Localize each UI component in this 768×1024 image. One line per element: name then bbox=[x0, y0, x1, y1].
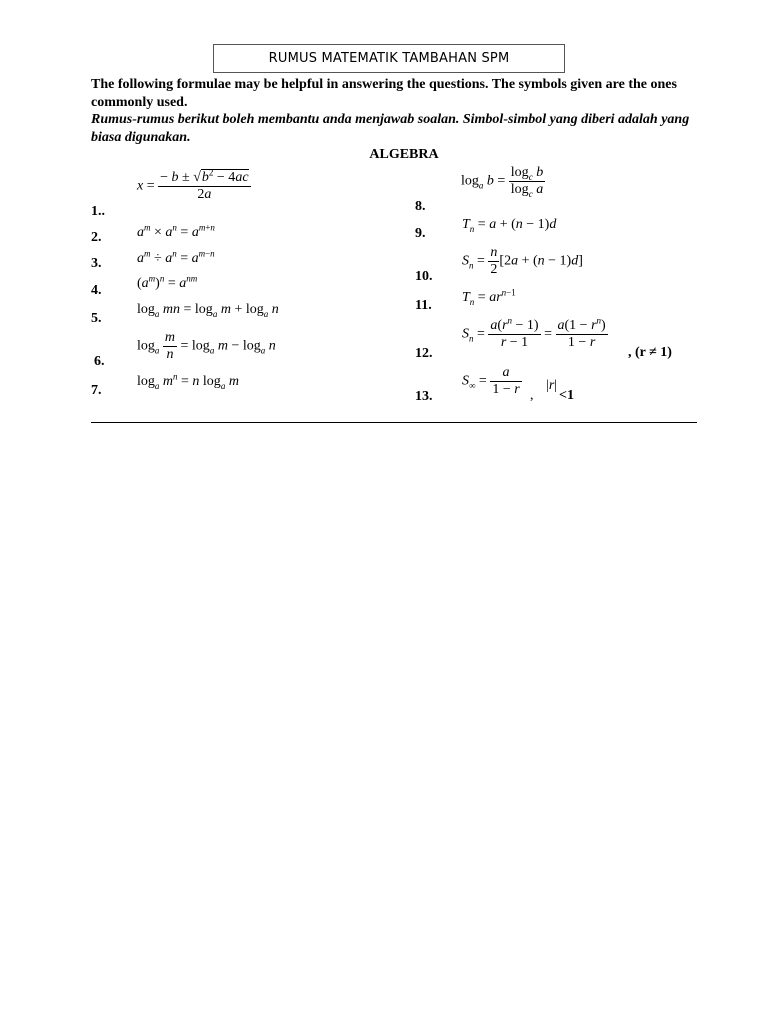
formula-number-3: 3. bbox=[91, 256, 102, 271]
bottom-divider bbox=[91, 422, 697, 423]
formula-log-quotient: $\log_a$ $\frac{m}{n}$ = $\log_a m - \log_a n$ bbox=[137, 330, 276, 362]
formula-number-12: 12. bbox=[415, 346, 433, 361]
page-title: RUMUS MATEMATIK TAMBAHAN SPM bbox=[213, 44, 565, 73]
formula-index-divide: $a^m \div a^n = a^{m-n}$ bbox=[137, 248, 215, 266]
formula-number-4: 4. bbox=[91, 283, 102, 298]
formula-change-of-base: $\log_a b$ = $\frac{\log_c b}{\log_c a}$ bbox=[461, 165, 544, 199]
formula-quadratic: x = $\frac{- b \pm √b^2 - 4ac}{2a}$ bbox=[137, 167, 249, 202]
formula-number-8: 8. bbox=[415, 199, 426, 214]
formula-number-6: 6. bbox=[94, 354, 105, 369]
formula-number-10: 10. bbox=[415, 269, 433, 284]
comma-separator: , bbox=[530, 388, 534, 403]
formula-number-2: 2. bbox=[91, 230, 102, 245]
section-title: ALGEBRA bbox=[369, 147, 439, 162]
formula-index-multiply: $a^m \times a^n = a^{m+n}$ bbox=[137, 222, 215, 240]
formula-number-5: 5. bbox=[91, 311, 102, 326]
formula-log-product: $\log_a$ mn = $\log_a m + \log_a n$ bbox=[137, 302, 279, 319]
intro-english: The following formulae may be helpful in answering the questions. The symbols given are the ones commonly used. bbox=[91, 77, 677, 110]
formula-gp-nth-term: $T_n = ar^{n-1}$ bbox=[462, 287, 516, 307]
formula-log-power: $\log_a m^n = n$ $\log_a m$ bbox=[137, 371, 239, 391]
formula-number-9: 9. bbox=[415, 226, 426, 241]
formula-gp-infinite-sum: $S_\infty$ = $\frac{a}{1 - r}$ bbox=[462, 365, 520, 397]
formula-ap-sum: $S_n$ = $\frac{n}{2}$ [2a + (n − 1)d] bbox=[462, 245, 583, 277]
formula-number-13: 13. bbox=[415, 389, 433, 404]
intro-malay: Rumus-rumus berikut boleh membantu anda menjawab soalan. Simbol-simbol yang diberi adalah yang biasa digunakan. bbox=[91, 112, 690, 145]
abs-r-condition: <1 bbox=[559, 388, 574, 403]
abs-r-symbol: |r| bbox=[546, 378, 558, 393]
formula-number-11: 11. bbox=[415, 298, 432, 313]
r-not-one-condition: , (r ≠ 1) bbox=[628, 345, 672, 360]
formula-ap-nth-term: $T_n = a + (n - 1)d$ bbox=[462, 217, 557, 234]
formula-gp-sum: $S_n$ = $\frac{a(r^n - 1)}{r - 1}$ = $\frac{a(1 - r^n)}{1 - r}$ bbox=[462, 315, 606, 350]
formula-number-1: 1.. bbox=[91, 204, 105, 219]
formula-number-7: 7. bbox=[91, 383, 102, 398]
formula-index-power: $(a^m)^n = a^{nm}$ bbox=[137, 273, 198, 291]
